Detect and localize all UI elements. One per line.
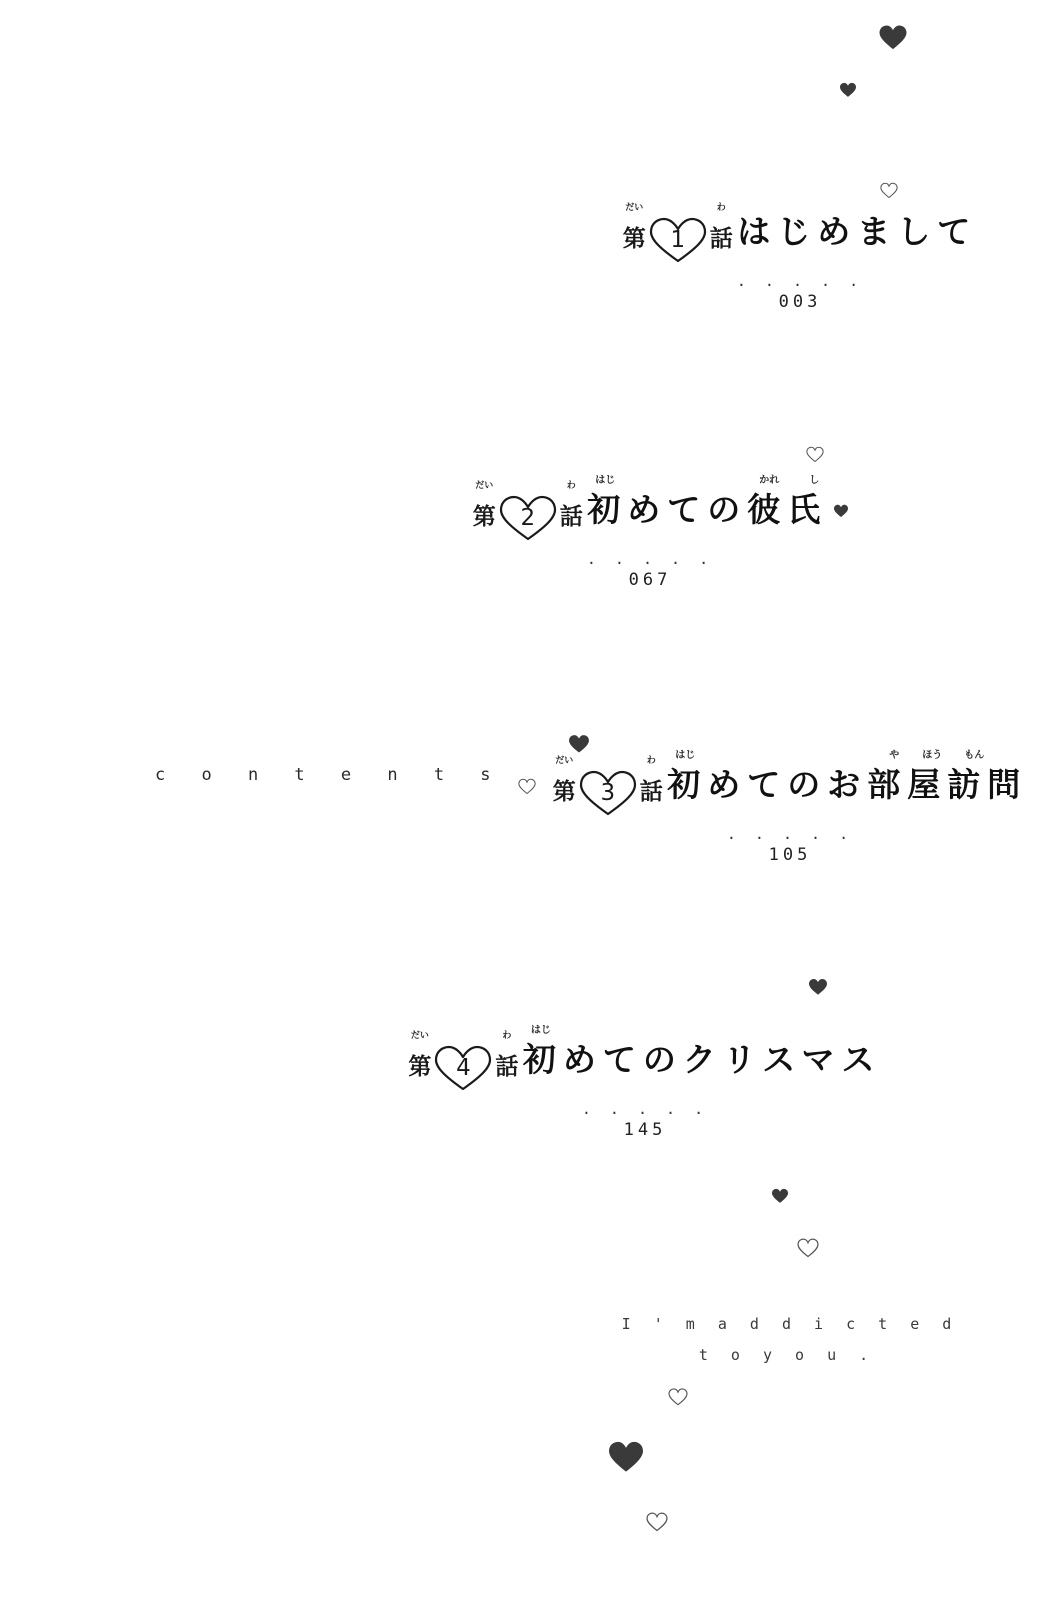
- chapter-prefix-2: [472, 480, 496, 543]
- chapter-prefix-ruby-4: だい: [410, 1030, 429, 1041]
- chapter-title-ruby-3-a: はじ: [675, 750, 696, 761]
- chapter-number-1: 1: [670, 226, 686, 253]
- chapter-title-2: [587, 475, 828, 531]
- chapter-prefix-ruby-3: だい: [555, 755, 574, 766]
- chapter-number-heart-3: [577, 766, 639, 818]
- chapter-suffix-text-2: 話: [559, 503, 583, 530]
- chapter-entry-1[interactable]: [560, 200, 1040, 312]
- chapter-prefix-3: [552, 755, 576, 818]
- chapter-prefix-text-4: 第: [408, 1053, 432, 1080]
- chapter-page-4: 145: [623, 1119, 667, 1140]
- heart-filled-icon: [839, 82, 857, 98]
- chapter-number-line-3: [552, 755, 663, 818]
- tagline-line-1: I ' m a d d i c t e d: [621, 1315, 959, 1333]
- chapter-title-ruby-3-b: や: [889, 750, 900, 761]
- chapter-number-line-4: [408, 1030, 519, 1093]
- contents-label: c o n t e n t s: [155, 765, 504, 785]
- chapter-suffix-text-4: 話: [495, 1053, 519, 1080]
- heart-outline-icon: [646, 1512, 668, 1532]
- chapter-title-3: [667, 750, 1028, 806]
- chapter-dots-1: . . . . .: [736, 271, 864, 290]
- chapter-title-4: [522, 1025, 882, 1081]
- chapter-number-heart-2: [497, 491, 559, 543]
- heart-outline-icon: [518, 778, 536, 795]
- chapter-number-3: 3: [600, 779, 616, 806]
- heart-filled-icon: [607, 1440, 645, 1474]
- chapter-dots-4: . . . . .: [581, 1099, 709, 1118]
- chapter-title-ruby-3-d: もん: [964, 750, 985, 761]
- chapter-number-line-1: [622, 202, 733, 265]
- tagline-line-2: t o y o u .: [698, 1346, 876, 1364]
- chapter-prefix-1: [622, 202, 646, 265]
- chapter-title-ruby-3-c: ほう: [922, 750, 943, 761]
- chapter-prefix-ruby-2: だい: [475, 480, 494, 491]
- chapter-dots-3: . . . . .: [726, 824, 854, 843]
- chapter-suffix-text-3: 話: [639, 778, 663, 805]
- chapter-title-ruby-2-a: はじ: [595, 475, 616, 486]
- chapter-suffix-4: [495, 1030, 519, 1093]
- heart-outline-icon: [880, 182, 898, 199]
- chapter-prefix-4: [408, 1030, 432, 1093]
- chapter-title-text-4: 初めてのクリスマス: [522, 1040, 882, 1079]
- heart-filled-icon: [878, 24, 908, 51]
- chapter-number-line-2: [472, 480, 583, 543]
- chapter-title-text-3: 初めてのお部屋訪問: [667, 765, 1028, 804]
- chapter-page-3: 105: [768, 844, 812, 865]
- chapter-suffix-ruby-1: わ: [716, 202, 726, 213]
- chapter-entry-3[interactable]: [550, 750, 1030, 865]
- chapter-suffix-1: [709, 202, 733, 265]
- chapter-title-ruby-2-c: し: [809, 475, 820, 486]
- chapter-suffix-3: [639, 755, 663, 818]
- chapter-dots-2: . . . . .: [586, 549, 714, 568]
- chapter-number-heart-4: [432, 1041, 494, 1093]
- chapter-suffix-2: [559, 480, 583, 543]
- chapter-suffix-ruby-4: わ: [502, 1030, 512, 1041]
- chapter-number-2: 2: [520, 504, 536, 531]
- chapter-title-text-2: 初めての彼氏: [587, 490, 828, 529]
- heart-outline-icon: [806, 446, 824, 463]
- chapter-title-ruby-4-a: はじ: [530, 1025, 551, 1036]
- chapter-title-1: はじめまして: [737, 212, 978, 251]
- chapter-page-1: 003: [778, 291, 822, 312]
- chapter-suffix-ruby-2: わ: [566, 480, 576, 491]
- chapter-page-2: 067: [628, 569, 672, 590]
- heart-filled-icon: [771, 1188, 789, 1204]
- heart-outline-icon: [668, 1388, 688, 1406]
- chapter-prefix-text-3: 第: [552, 778, 576, 805]
- chapter-title-ruby-2-b: かれ: [759, 475, 780, 486]
- chapter-suffix-text-1: 話: [709, 225, 733, 252]
- chapter-entry-4[interactable]: [405, 1025, 885, 1140]
- heart-outline-icon: [797, 1238, 819, 1258]
- chapter-prefix-text-2: 第: [472, 503, 496, 530]
- chapter-number-4: 4: [456, 1054, 471, 1081]
- chapter-entry-2[interactable]: [410, 475, 890, 590]
- chapter-suffix-ruby-3: わ: [646, 755, 656, 766]
- tagline: [560, 1315, 1020, 1364]
- heart-filled-icon: [808, 978, 828, 996]
- chapter-prefix-ruby-1: だい: [625, 202, 644, 213]
- chapter-prefix-text-1: 第: [622, 225, 646, 252]
- heart-filled-icon: [568, 734, 590, 754]
- chapter-number-heart-1: [647, 213, 709, 265]
